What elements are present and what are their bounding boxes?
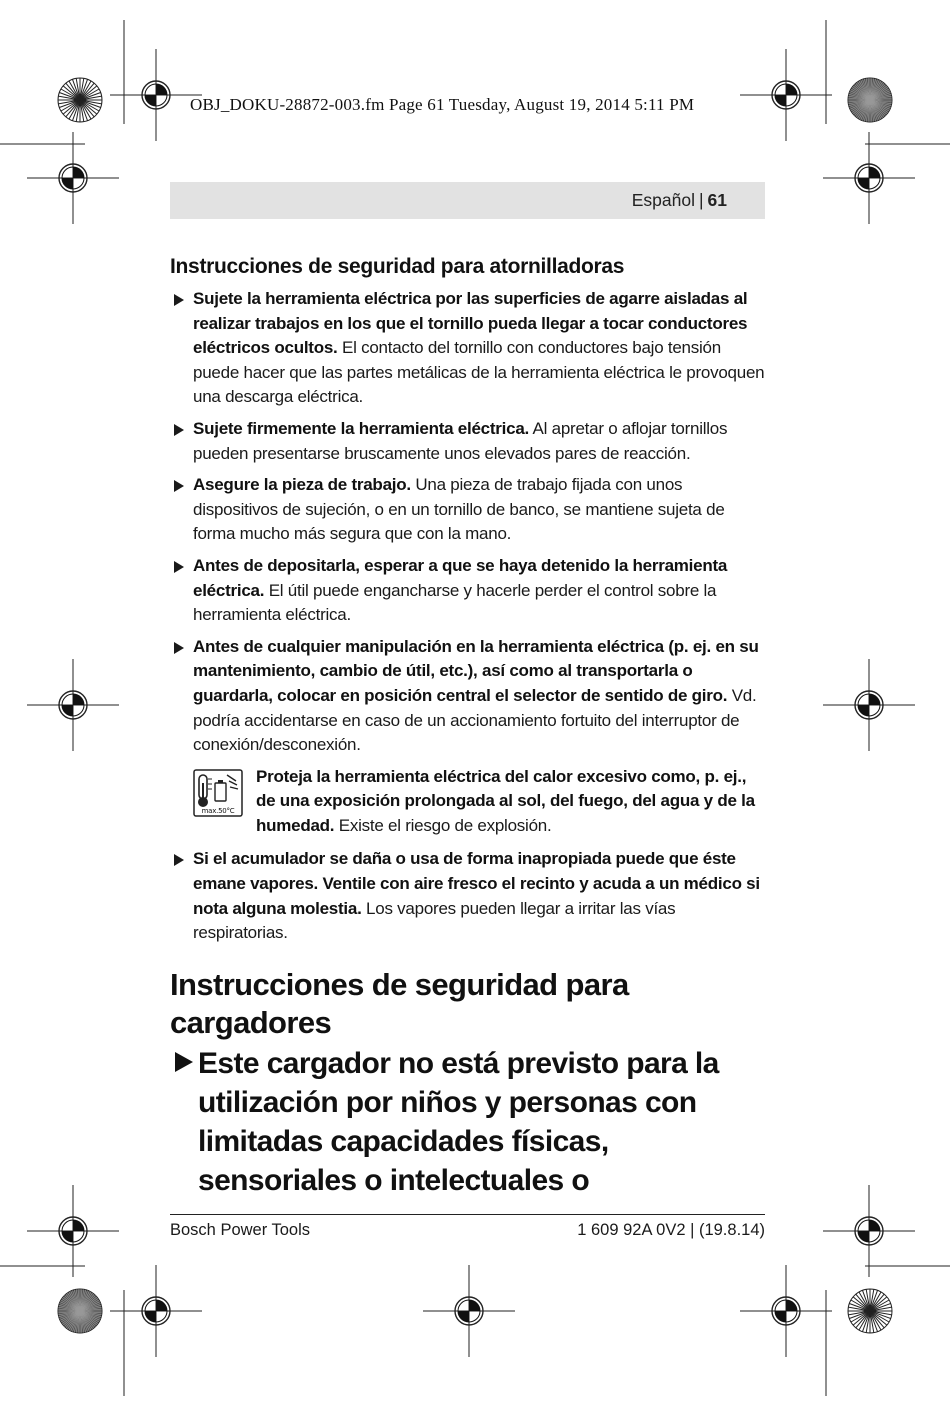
crosshair-mark: [740, 1265, 832, 1357]
item-text: El útil puede engancharse y hacerle perder el control sobre la herramienta eléctrica.: [193, 580, 717, 625]
bullet-triangle-icon: [175, 1052, 193, 1072]
crosshair-mark: [823, 659, 915, 751]
item-text: Al apretar o aflojar tornillos pueden presentarse bruscamente unos elevados pares de reacción.: [193, 418, 728, 463]
charger-warning-text: Este cargador no está previsto para la utilización por niños y personas con limitadas capacidades físicas, sensoriales o intelectuales o: [198, 1046, 719, 1197]
item-text: Los vapores pueden llegar a irritar las vías respiratorias.: [193, 898, 676, 943]
list-item: [170, 847, 765, 945]
print-slug: OBJ_DOKU-28872-003.fm Page 61 Tuesday, August 19, 2014 5:11 PM: [190, 95, 695, 114]
crosshair-mark: [27, 1185, 119, 1277]
heat-warning: [170, 765, 765, 839]
list-item: [170, 287, 765, 410]
page-header: [170, 182, 765, 219]
bullet-triangle-icon: [174, 480, 184, 492]
crosshair-mark: [823, 1185, 915, 1277]
header-separator: |: [698, 190, 704, 210]
starburst-mark: [58, 1289, 102, 1333]
warning-text: Existe el riesgo de explosión.: [334, 815, 552, 835]
warning-bold: Proteja la herramienta eléctrica del calor excesivo como, p. ej., de una exposición prolongada al sol, del fuego, del agua y de la humedad.: [256, 766, 755, 835]
crosshair-mark: [27, 659, 119, 751]
item-bold: Asegure la pieza de trabajo.: [193, 475, 411, 495]
item-bold: Sujete la herramienta eléctrica por las superficies de agarre aisladas al realizar trabajos en los que el tornillo pueda llegar a tocar conductores eléctricos ocultos.: [193, 289, 748, 358]
bullet-triangle-icon: [174, 561, 184, 573]
bullet-triangle-icon: [174, 424, 184, 436]
starburst-mark: [58, 78, 102, 122]
page-content: [170, 255, 765, 1200]
item-bold: Antes de depositarla, esperar a que se haya detenido la herramienta eléctrica.: [193, 555, 728, 600]
footer-doc-number: 1 609 92A 0V2 | (19.8.14): [577, 1221, 765, 1239]
header-language: Español: [631, 190, 695, 210]
charger-warning: [170, 1044, 765, 1200]
bullet-triangle-icon: [174, 294, 184, 306]
crosshair-mark: [423, 1265, 515, 1357]
heat-protection-icon: [193, 769, 243, 817]
starburst-mark: [848, 78, 892, 122]
footer-rule: [170, 1214, 765, 1215]
crosshair-mark: [823, 132, 915, 224]
list-item: [170, 473, 765, 547]
section-title-chargers: Instrucciones de seguridad para cargadores: [170, 966, 629, 1040]
footer-brand: Bosch Power Tools: [170, 1221, 311, 1239]
item-text: Una pieza de trabajo fijada con unos dispositivos de sujeción, o en un tornillo de banco, se mantiene sujeta de forma mucho más segura que con la mano.: [193, 475, 725, 544]
bullet-triangle-icon: [174, 854, 184, 866]
list-item: [170, 417, 765, 466]
section-title-screwdrivers: Instrucciones de seguridad para atornilladoras: [170, 255, 625, 278]
crosshair-mark: [740, 49, 832, 141]
item-bold: Antes de cualquier manipulación en la herramienta eléctrica (p. ej. en su mantenimiento, cambio de útil, etc.), así como al transportarla o guardarla, colocar en posición central el selector de sentido de giro.: [193, 636, 759, 705]
item-text: Vd. podría accidentarse en caso de un accionamiento fortuito del interruptor de conexión/desconexión.: [193, 685, 757, 755]
heat-icon-label: max.50°C: [201, 806, 235, 815]
page-number: 61: [707, 190, 727, 210]
list-item: [170, 635, 765, 758]
list-item: [170, 554, 765, 628]
starburst-mark: [848, 1289, 892, 1333]
item-bold: Sujete firmemente la herramienta eléctrica.: [193, 418, 530, 438]
item-bold: Si el acumulador se daña o usa de forma inapropiada puede que éste emane vapores. Ventile con aire fresco el recinto y acuda a un médico si nota alguna molestia.: [193, 849, 760, 918]
crosshair-mark: [27, 132, 119, 224]
bullet-triangle-icon: [174, 642, 184, 654]
item-text: El contacto del tornillo con conductores bajo tensión puede hacer que las partes metálicas de la herramienta eléctrica le provoquen una descarga eléctrica.: [193, 338, 765, 407]
header-text: [632, 190, 727, 211]
